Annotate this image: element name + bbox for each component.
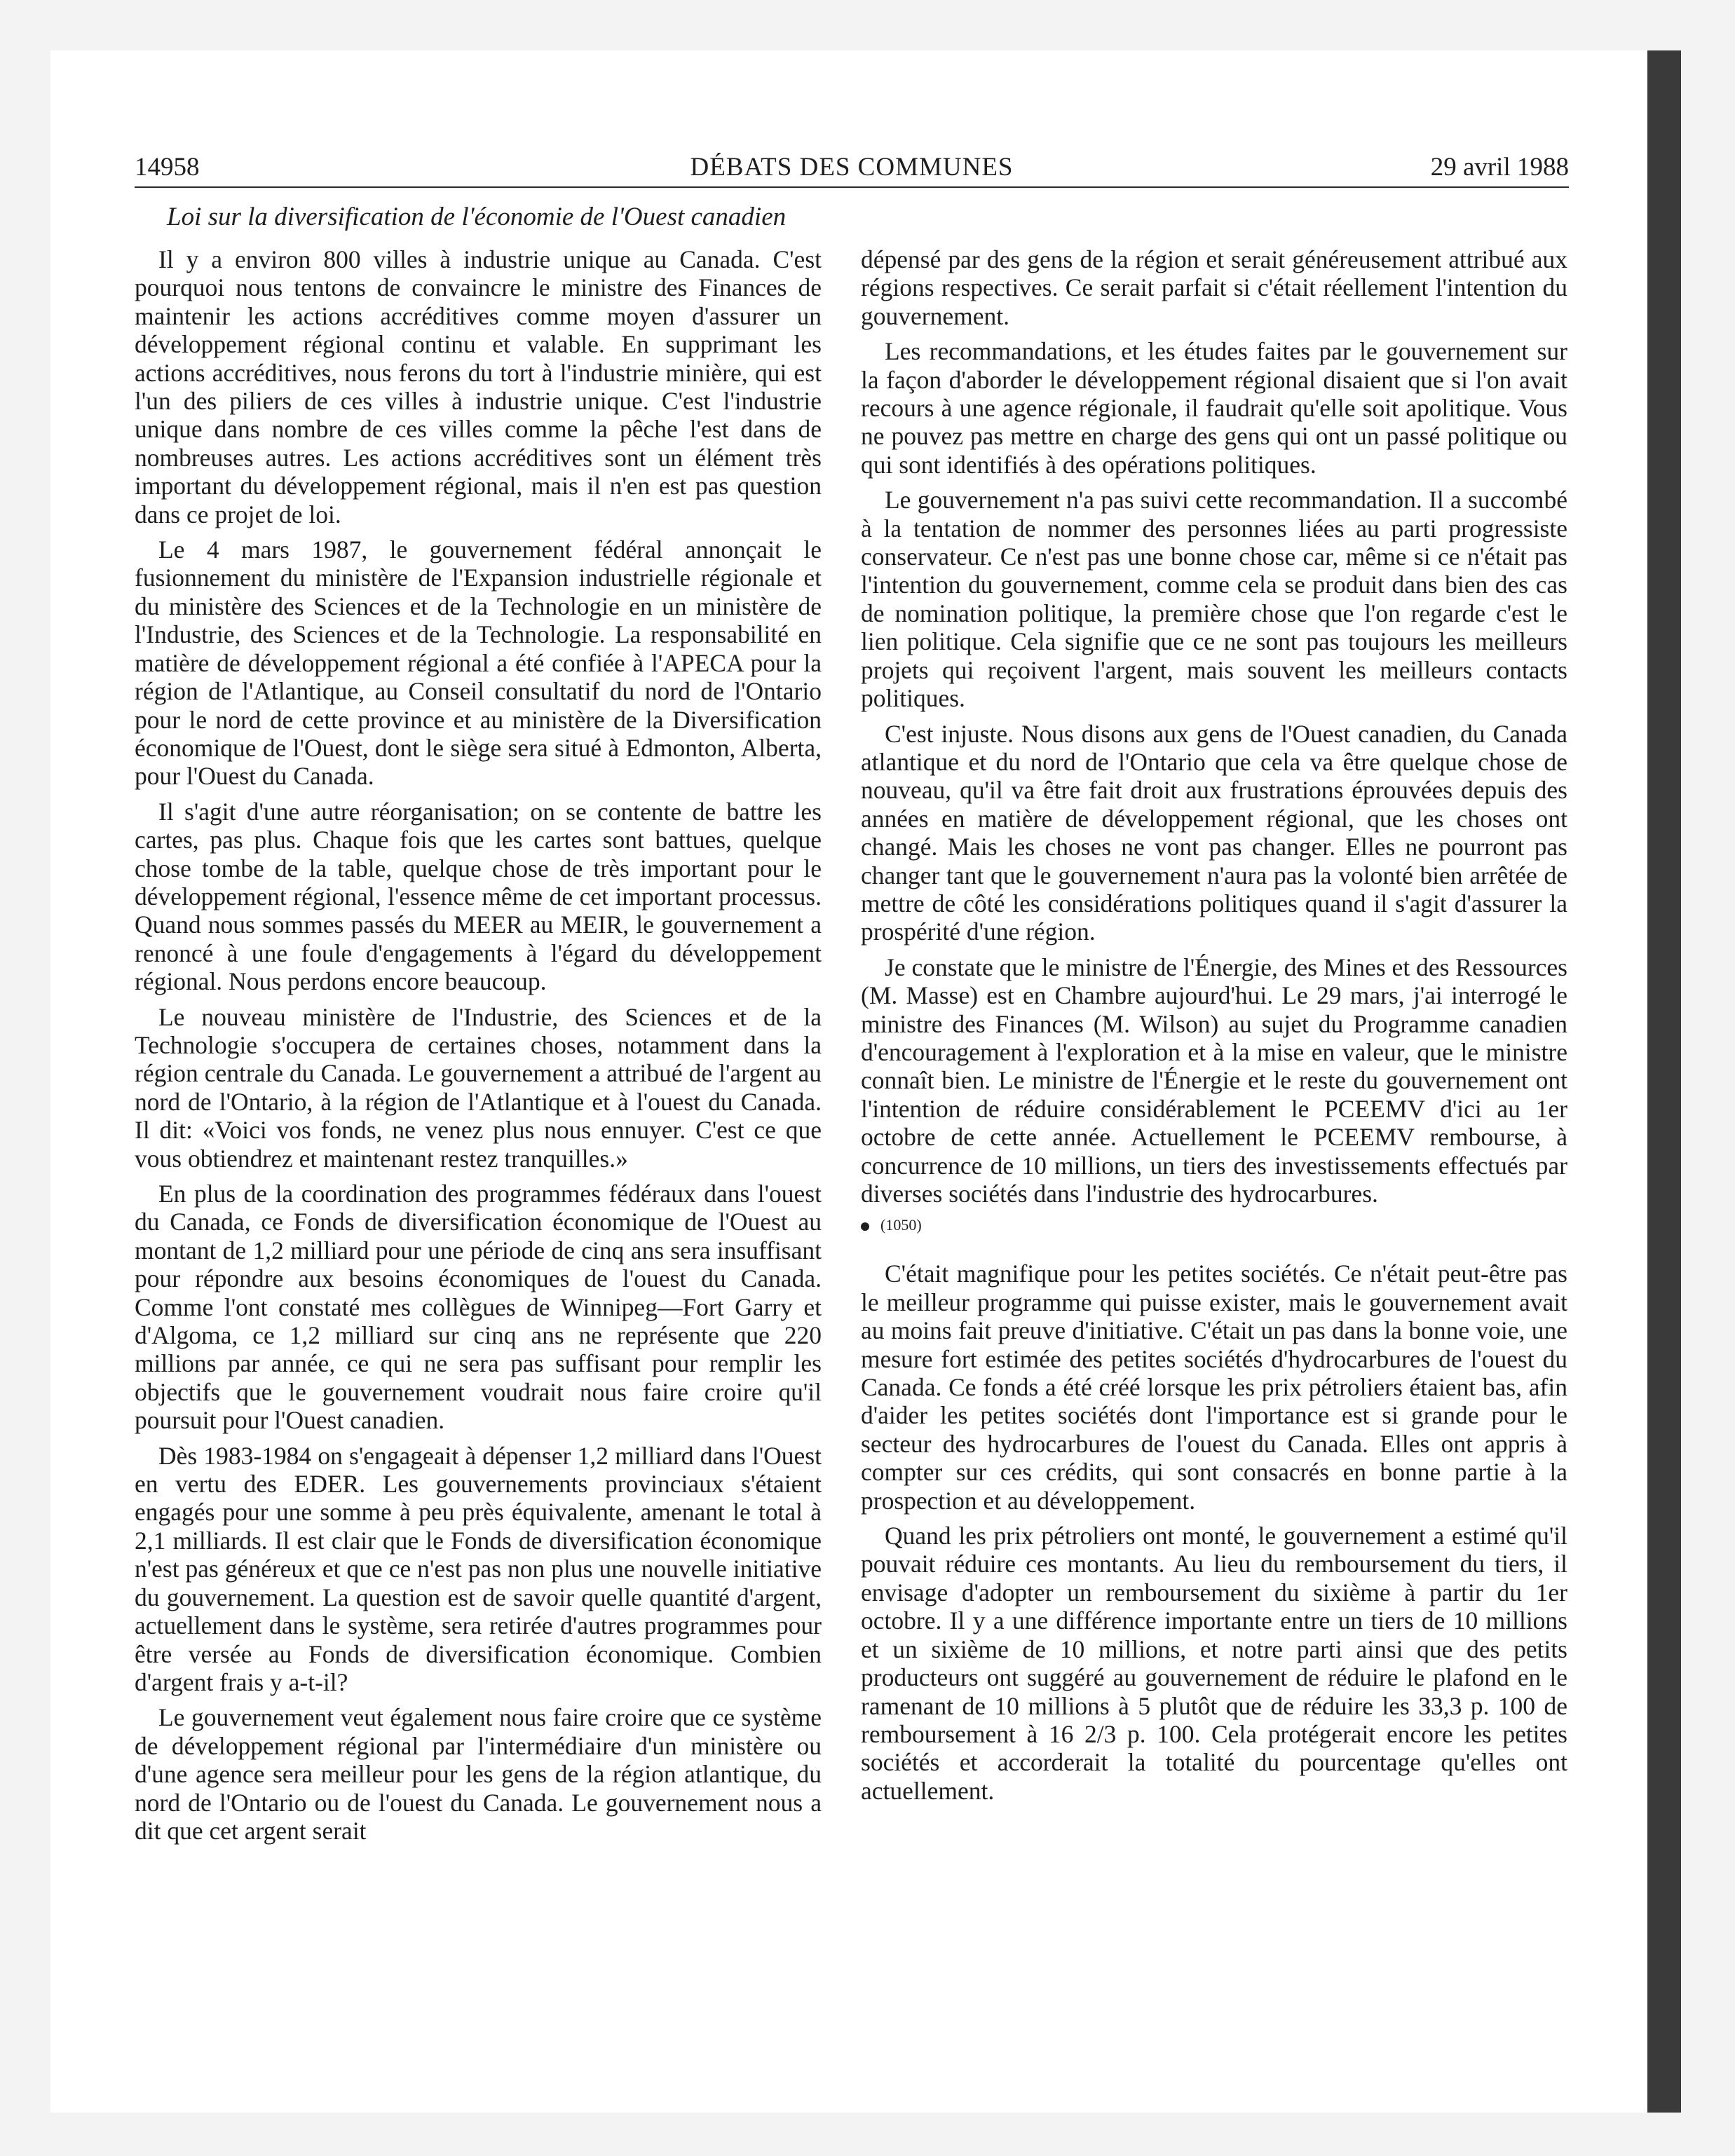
paragraph: Le nouveau ministère de l'Industrie, des Sciences et de la Technologie s'occupera de certaines choses, notamment dans la région centrale du Canada. Le gouvernement a attribué de l'argent au nord de l'Ontario, à la région de l'Atlantique et à l'ouest du Canada. Il dit: «Voici vos fonds, ne venez plus nous ennuyer. C'est ce que vous obtiendrez et maintenant restez tranquilles.» [135, 1002, 822, 1173]
paragraph: En plus de la coordination des programmes fédéraux dans l'ouest du Canada, ce Fonds de diversification économique de l'Ouest au montant de 1,2 milliard pour une période de cinq ans sera insuffisant pour répondre aux besoins économiques de l'ouest du Canada. Comme l'ont constaté mes collègues de Winnipeg—Fort Garry et d'Algoma, ce 1,2 milliard sur cinq ans ne représente que 220 millions par année, ce qui ne sera pas suffisant pour remplir les objectifs que le gouvernement voudrait nous faire croire qu'il poursuit pour l'Ouest canadien. [135, 1180, 822, 1435]
page-number: 14958 [135, 153, 200, 182]
bullet-icon [861, 1222, 869, 1231]
paragraph: Quand les prix pétroliers ont monté, le gouvernement a estimé qu'il pouvait réduire ces montants. Au lieu du remboursement du tiers, il envisage d'adopter un remboursement du sixième à partir du 1er octobre. Il y a une différence importante entre un tiers de 10 millions et un sixième de 10 millions, et notre parti ainsi que des petits producteurs ont suggéré au gouvernement de réduire le plafond en le ramenant de 10 millions à 5 plutôt que de réduire les 33,3 p. 100 de remboursement à 16 2/3 p. 100. Cela protégerait encore les petites sociétés et accorderait la totalité du pourcentage qu'elles ont actuellement. [861, 1522, 1567, 1805]
paragraph: Le 4 mars 1987, le gouvernement fédéral annonçait le fusionnement du ministère de l'Expansion industrielle régionale et du ministère des Sciences et de la Technologie en un ministère de l'Industrie, des Sciences et de la Technologie. La responsabilité en matière de développement régional a été confiée à l'APECA pour la région de l'Atlantique, au Conseil consultatif du nord de l'Ontario pour le nord de cette province et au ministère de la Diversification économique de l'Ouest, dont le siège sera situé à Edmonton, Alberta, pour l'Ouest du Canada. [135, 535, 822, 791]
left-column [135, 245, 822, 1852]
running-head [135, 150, 1569, 185]
time-marker [861, 1215, 1567, 1236]
paragraph: Il s'agit d'une autre réorganisation; on se contente de battre les cartes, pas plus. Chaque fois que les cartes sont battues, quelque chose tombe de la table, quelque chose de très important pour le développement régional, l'essence même de cet important processus. Quand nous sommes passés du MEER au MEIR, le gouvernement a renoncé à une foule d'engagements à l'égard du développement régional. Nous perdons encore beaucoup. [135, 797, 822, 996]
publication-title: DÉBATS DES COMMUNES [690, 153, 1014, 182]
scan-edge [1647, 50, 1681, 2113]
paragraph-continuation: dépensé par des gens de la région et serait généreusement attribué aux régions respectives. Ce serait parfait si c'était réellement l'intention du gouvernement. [861, 245, 1567, 330]
paragraph: C'était magnifique pour les petites sociétés. Ce n'était peut-être pas le meilleur programme qui puisse exister, mais le gouvernement avait au moins fait preuve d'initiative. C'était un pas dans la bonne voie, une mesure fort estimée des petites sociétés d'hydrocarbures de l'ouest du Canada. Ce fonds a été créé lorsque les prix pétroliers étaient bas, afin d'aider les petites sociétés dont l'importance est si grande pour le secteur des hydrocarbures de l'ouest du Canada. Elles ont appris à compter sur ces crédits, qui sont consacrés en bonne partie à la prospection et au développement. [861, 1260, 1567, 1515]
subject-heading: Loi sur la diversification de l'économie de l'Ouest canadien [167, 203, 787, 231]
paragraph: Je constate que le ministre de l'Énergie, des Mines et des Ressources (M. Masse) est en Chambre aujourd'hui. Le 29 mars, j'ai interrogé le ministre des Finances (M. Wilson) au sujet du Programme canadien d'encouragement à l'exploration et à la mise en valeur, que le ministre connaît bien. Le ministre de l'Énergie et le reste du gouvernement ont l'intention de réduire considérablement le PCEEMV d'ici au 1er octobre de cette année. Actuellement le PCEEMV rembourse, à concurrence de 10 millions, un tiers des investissements effectués par diverses sociétés dans l'industrie des hydrocarbures. [861, 953, 1567, 1208]
paragraph: Il y a environ 800 villes à industrie unique au Canada. C'est pourquoi nous tentons de convaincre le ministre des Finances de maintenir les actions accréditives comme moyen d'assurer un développement régional continu et valable. En supprimant les actions accréditives, nous ferons du tort à l'industrie minière, qui est l'un des piliers de ces villes à industrie unique. C'est l'industrie unique dans nombre de ces villes comme la pêche l'est dans de nombreuses autres. Les actions accréditives sont un élément très important du développement régional, mais il n'en est pas question dans ce projet de loi. [135, 245, 822, 528]
paragraph: Les recommandations, et les études faites par le gouvernement sur la façon d'aborder le développement régional disaient que si l'on avait recours à une agence régionale, il faudrait qu'elle soit apolitique. Vous ne pouvez pas mettre en charge des gens qui ont un passé politique ou qui sont identifiés à des opérations politiques. [861, 337, 1567, 479]
time-marker-label: (1050) [880, 1216, 922, 1234]
paragraph: Le gouvernement veut également nous faire croire que ce système de développement régional par l'intermédiaire d'un ministère ou d'une agence sera meilleur pour les gens de la région atlantique, du nord de l'Ontario ou de l'ouest du Canada. Le gouvernement nous a dit que cet argent serait [135, 1703, 822, 1845]
paragraph: C'est injuste. Nous disons aux gens de l'Ouest canadien, du Canada atlantique et du nord de l'Ontario que cela va être quelque chose de nouveau, qu'il va être fait droit aux frustrations éprouvées depuis des années en matière de développement régional, que les choses ont changé. Mais les choses ne vont pas changer. Elles ne pourront pas changer tant que le gouvernement n'aura pas la volonté bien arrêtée de mettre de côté les considérations politiques quand il s'agit d'assurer la prospérité d'une région. [861, 719, 1567, 946]
paragraph: Dès 1983-1984 on s'engageait à dépenser 1,2 milliard dans l'Ouest en vertu des EDER. Les gouvernements provinciaux s'étaient engagés pour une somme à peu près équivalente, amenant le total à 2,1 milliards. Il est clair que le Fonds de diversification économique n'est pas généreux et que ce n'est pas non plus une nouvelle initiative du gouvernement. La question est de savoir quelle quantité d'argent, actuellement dans le système, sera retirée d'autres programmes pour être versée au Fonds de diversification économique. Combien d'argent frais y a-t-il? [135, 1441, 822, 1696]
publication-date: 29 avril 1988 [1430, 153, 1569, 182]
paragraph: Le gouvernement n'a pas suivi cette recommandation. Il a succombé à la tentation de nommer des personnes liées au parti progressiste conservateur. Ce n'est pas une bonne chose car, même si ce n'était pas l'intention du gouvernement, comme cela se produit dans bien des cas de nomination politique, la première chose que l'on regarde c'est le lien politique. Cela signifie que ce ne sont pas toujours les meilleurs projets qui reçoivent l'argent, mais souvent les meilleurs contacts politiques. [861, 486, 1567, 713]
header-rule [135, 186, 1569, 188]
right-column [861, 245, 1567, 1812]
